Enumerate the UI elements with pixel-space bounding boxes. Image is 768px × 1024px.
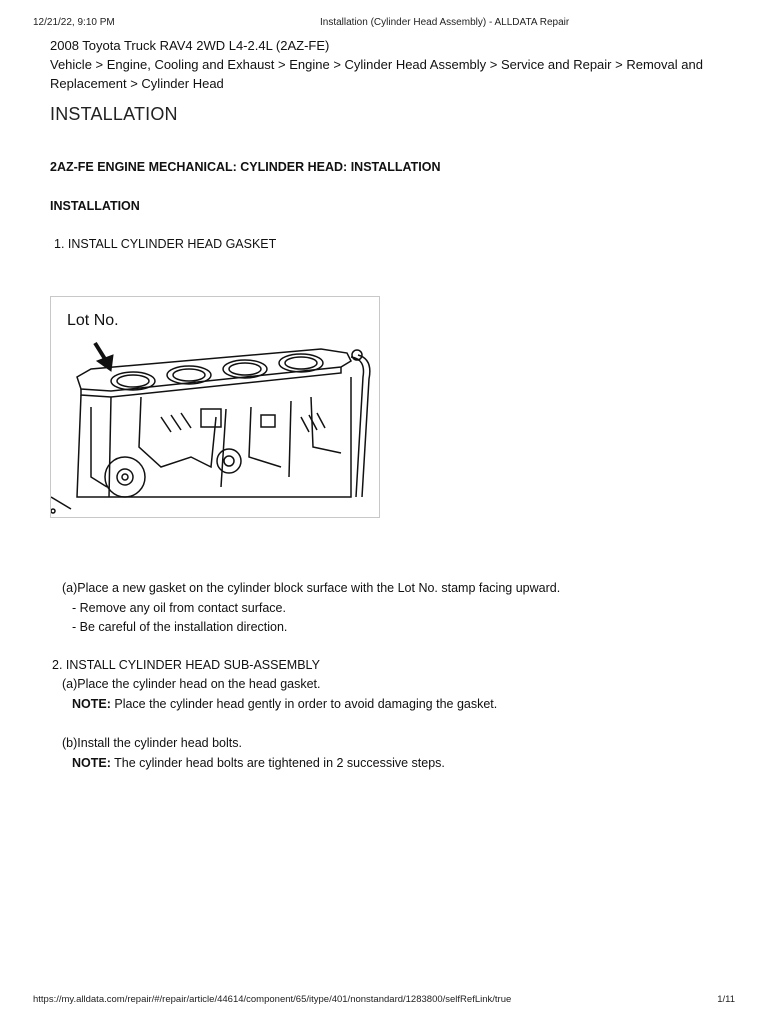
step-2b-text: (b)Install the cylinder head bolts.: [62, 736, 242, 750]
sub-heading: INSTALLATION: [50, 199, 140, 213]
breadcrumb[interactable]: Vehicle > Engine, Cooling and Exhaust > Engine > Cylinder Head Assembly > Service and Repair > Removal and Replacement > Cylinder Head: [50, 57, 703, 91]
print-title: Installation (Cylinder Head Assembly) - ALLDATA Repair: [320, 17, 570, 28]
engine-block-illustration: [51, 297, 380, 518]
page-number: 1/11: [717, 994, 735, 1005]
step-1a-bullet-1: - Remove any oil from contact surface.: [72, 600, 286, 615]
step-2-title: 2. INSTALL CYLINDER HEAD SUB-ASSEMBLY: [52, 657, 320, 672]
step-2a-note: [72, 695, 750, 715]
page-url[interactable]: https://my.alldata.com/repair/#/repair/article/44614/component/65/itype/401/nonstandard/1283800/selfRefLink/true: [33, 994, 512, 1005]
figure-label-lot-no: Lot No.: [67, 312, 119, 329]
print-header: [33, 17, 735, 31]
print-footer: [33, 994, 735, 1008]
page-title: INSTALLATION: [50, 104, 178, 124]
note-label: NOTE:: [72, 755, 111, 770]
gasket-figure: [50, 296, 380, 518]
section-heading: 2AZ-FE ENGINE MECHANICAL: CYLINDER HEAD: INSTALLATION: [50, 160, 441, 174]
vehicle-title: 2008 Toyota Truck RAV4 2WD L4-2.4L (2AZ-FE): [50, 38, 330, 53]
note-text: Place the cylinder head gently in order to avoid damaging the gasket.: [110, 696, 498, 711]
article-content: [50, 37, 740, 253]
note-text: The cylinder head bolts are tightened in 2 successive steps.: [110, 755, 445, 770]
print-datetime: 12/21/22, 9:10 PM: [33, 17, 115, 28]
step-2a-text: (a)Place the cylinder head on the head gasket.: [62, 677, 321, 691]
step-1a-bullet-2: - Be careful of the installation direction.: [72, 620, 288, 634]
step-1a-text: (a)Place a new gasket on the cylinder block surface with the Lot No. stamp facing upward.: [62, 581, 561, 595]
step-1-title: 1. INSTALL CYLINDER HEAD GASKET: [54, 237, 277, 251]
instructions: [50, 579, 750, 773]
note-label: NOTE:: [72, 696, 111, 711]
step-2b-note: [72, 754, 750, 774]
